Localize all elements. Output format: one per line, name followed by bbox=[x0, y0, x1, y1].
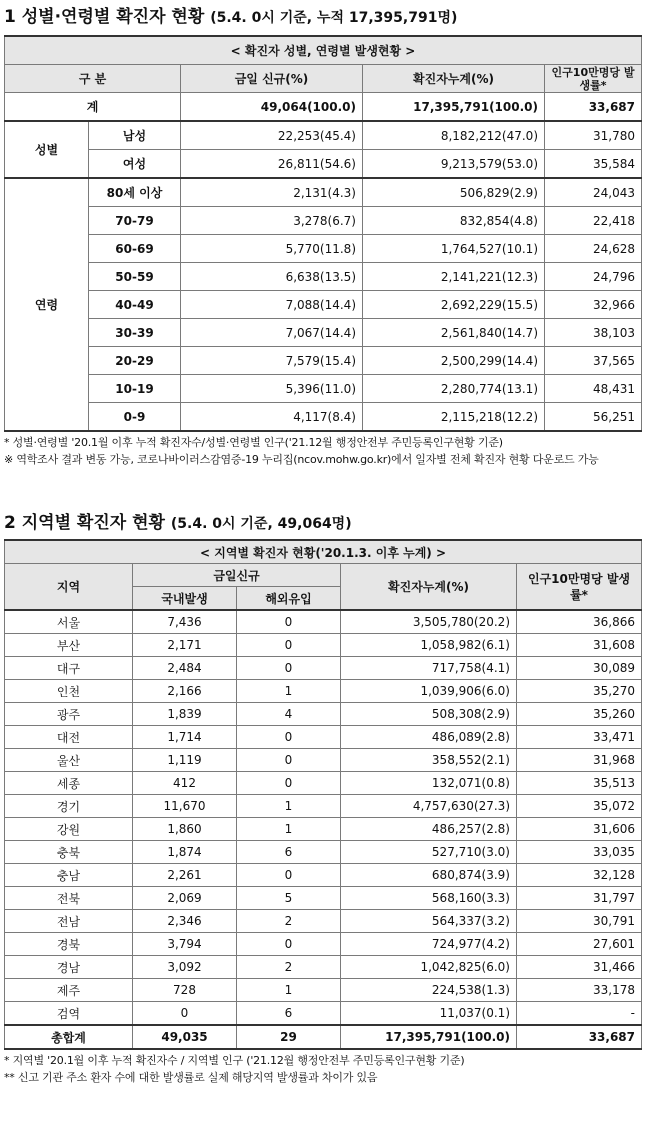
region-rate: 30,089 bbox=[517, 657, 642, 680]
row-rate: 24,796 bbox=[545, 263, 642, 291]
row-new: 26,811(54.6) bbox=[181, 150, 363, 179]
row-label: 40-49 bbox=[89, 291, 181, 319]
region-name: 검역 bbox=[5, 1002, 133, 1026]
region-name: 경북 bbox=[5, 933, 133, 956]
age-row bbox=[5, 403, 642, 432]
region-rate: - bbox=[517, 1002, 642, 1026]
region-cum: 486,257(2.8) bbox=[341, 818, 517, 841]
row-label: 60-69 bbox=[89, 235, 181, 263]
region-domestic: 412 bbox=[133, 772, 237, 795]
region-total-row bbox=[5, 1025, 642, 1049]
table-caption: < 확진자 성별, 연령별 발생현황 > bbox=[5, 36, 642, 65]
region-row bbox=[5, 933, 642, 956]
header-rate: 인구10만명당 발생률* bbox=[545, 65, 642, 93]
region-cum: 568,160(3.3) bbox=[341, 887, 517, 910]
region-rate: 33,471 bbox=[517, 726, 642, 749]
total-cum: 17,395,791(100.0) bbox=[363, 93, 545, 122]
region-overseas: 6 bbox=[237, 841, 341, 864]
region-overseas: 0 bbox=[237, 726, 341, 749]
region-domestic: 11,670 bbox=[133, 795, 237, 818]
total-rate: 33,687 bbox=[545, 93, 642, 122]
age-row bbox=[5, 319, 642, 347]
region-rate: 35,260 bbox=[517, 703, 642, 726]
region-overseas: 0 bbox=[237, 772, 341, 795]
table-caption: < 지역별 확진자 현황('20.1.3. 이후 누계) > bbox=[5, 540, 642, 564]
region-row bbox=[5, 772, 642, 795]
region-domestic: 2,069 bbox=[133, 887, 237, 910]
region-domestic: 2,261 bbox=[133, 864, 237, 887]
row-cum: 2,500,299(14.4) bbox=[363, 347, 545, 375]
region-overseas: 0 bbox=[237, 864, 341, 887]
row-rate: 56,251 bbox=[545, 403, 642, 432]
region-cum: 724,977(4.2) bbox=[341, 933, 517, 956]
total-row bbox=[5, 93, 642, 122]
row-new: 7,579(15.4) bbox=[181, 347, 363, 375]
region-row bbox=[5, 703, 642, 726]
region-overseas: 2 bbox=[237, 910, 341, 933]
region-row bbox=[5, 634, 642, 657]
header-category: 구 분 bbox=[5, 65, 181, 93]
age-row bbox=[5, 347, 642, 375]
sex-row bbox=[5, 150, 642, 179]
row-label: 50-59 bbox=[89, 263, 181, 291]
row-new: 7,067(14.4) bbox=[181, 319, 363, 347]
region-row bbox=[5, 818, 642, 841]
region-domestic: 1,860 bbox=[133, 818, 237, 841]
region-row bbox=[5, 864, 642, 887]
region-cum: 132,071(0.8) bbox=[341, 772, 517, 795]
header-new: 금일 신규(%) bbox=[181, 65, 363, 93]
region-domestic: 1,119 bbox=[133, 749, 237, 772]
region-overseas: 0 bbox=[237, 610, 341, 634]
region-rate: 31,466 bbox=[517, 956, 642, 979]
region-name: 충북 bbox=[5, 841, 133, 864]
region-cum: 527,710(3.0) bbox=[341, 841, 517, 864]
row-rate: 24,043 bbox=[545, 178, 642, 207]
section1 bbox=[0, 4, 642, 468]
region-name: 전남 bbox=[5, 910, 133, 933]
region-overseas: 0 bbox=[237, 634, 341, 657]
header-cum: 확진자누계(%) bbox=[341, 564, 517, 611]
row-rate: 22,418 bbox=[545, 207, 642, 235]
section1-subtitle: (5.4. 0시 기준, 누적 17,395,791명) bbox=[210, 10, 458, 26]
row-cum: 506,829(2.9) bbox=[363, 178, 545, 207]
region-row bbox=[5, 749, 642, 772]
row-rate: 24,628 bbox=[545, 235, 642, 263]
region-domestic: 3,092 bbox=[133, 956, 237, 979]
region-domestic: 3,794 bbox=[133, 933, 237, 956]
region-name: 서울 bbox=[5, 610, 133, 634]
row-label: 남성 bbox=[89, 121, 181, 150]
region-name: 강원 bbox=[5, 818, 133, 841]
row-label: 여성 bbox=[89, 150, 181, 179]
region-name: 대구 bbox=[5, 657, 133, 680]
table-caption-row bbox=[5, 540, 642, 564]
region-row bbox=[5, 956, 642, 979]
region-cum: 486,089(2.8) bbox=[341, 726, 517, 749]
row-new: 6,638(13.5) bbox=[181, 263, 363, 291]
region-rate: 35,513 bbox=[517, 772, 642, 795]
section2-title bbox=[0, 510, 642, 537]
region-overseas: 1 bbox=[237, 979, 341, 1002]
region-rate: 31,608 bbox=[517, 634, 642, 657]
region-domestic: 2,346 bbox=[133, 910, 237, 933]
region-overseas: 2 bbox=[237, 956, 341, 979]
row-rate: 35,584 bbox=[545, 150, 642, 179]
row-label: 80세 이상 bbox=[89, 178, 181, 207]
region-name: 울산 bbox=[5, 749, 133, 772]
header-domestic: 국내발생 bbox=[133, 587, 237, 611]
region-name: 경기 bbox=[5, 795, 133, 818]
row-label: 30-39 bbox=[89, 319, 181, 347]
age-row bbox=[5, 207, 642, 235]
region-overseas: 0 bbox=[237, 749, 341, 772]
region-name: 세종 bbox=[5, 772, 133, 795]
row-rate: 32,966 bbox=[545, 291, 642, 319]
region-rate: 33,035 bbox=[517, 841, 642, 864]
age-row bbox=[5, 178, 642, 207]
section1-title-text: 1 성별·연령별 확진자 현황 bbox=[4, 7, 205, 27]
region-domestic: 0 bbox=[133, 1002, 237, 1026]
section2-subtitle: (5.4. 0시 기준, 49,064명) bbox=[170, 516, 352, 532]
region-name: 부산 bbox=[5, 634, 133, 657]
region-row bbox=[5, 841, 642, 864]
region-row bbox=[5, 680, 642, 703]
region-total-cum: 17,395,791(100.0) bbox=[341, 1025, 517, 1049]
header-overseas: 해외유입 bbox=[237, 587, 341, 611]
region-domestic: 1,714 bbox=[133, 726, 237, 749]
region-name: 전북 bbox=[5, 887, 133, 910]
region-rate: 35,072 bbox=[517, 795, 642, 818]
region-domestic: 2,166 bbox=[133, 680, 237, 703]
row-cum: 832,854(4.8) bbox=[363, 207, 545, 235]
sex-rows bbox=[5, 121, 642, 178]
table-header-row bbox=[5, 65, 642, 93]
region-cum: 1,042,825(6.0) bbox=[341, 956, 517, 979]
sex-group-label: 성별 bbox=[5, 121, 89, 178]
header-region: 지역 bbox=[5, 564, 133, 611]
region-domestic: 7,436 bbox=[133, 610, 237, 634]
region-name: 경남 bbox=[5, 956, 133, 979]
region-domestic: 2,171 bbox=[133, 634, 237, 657]
row-cum: 2,561,840(14.7) bbox=[363, 319, 545, 347]
region-rate: 27,601 bbox=[517, 933, 642, 956]
row-rate: 37,565 bbox=[545, 347, 642, 375]
section2-title-text: 2 지역별 확진자 현황 bbox=[4, 513, 165, 533]
region-cum: 224,538(1.3) bbox=[341, 979, 517, 1002]
region-cum: 3,505,780(20.2) bbox=[341, 610, 517, 634]
row-new: 2,131(4.3) bbox=[181, 178, 363, 207]
row-label: 10-19 bbox=[89, 375, 181, 403]
row-cum: 9,213,579(53.0) bbox=[363, 150, 545, 179]
region-overseas: 6 bbox=[237, 1002, 341, 1026]
region-cum: 680,874(3.9) bbox=[341, 864, 517, 887]
region-rate: 31,797 bbox=[517, 887, 642, 910]
region-overseas: 4 bbox=[237, 703, 341, 726]
age-row bbox=[5, 263, 642, 291]
region-rate: 33,178 bbox=[517, 979, 642, 1002]
total-label: 계 bbox=[5, 93, 181, 122]
region-cum: 358,552(2.1) bbox=[341, 749, 517, 772]
region-overseas: 1 bbox=[237, 680, 341, 703]
region-row bbox=[5, 795, 642, 818]
age-row bbox=[5, 291, 642, 319]
region-total-rate: 33,687 bbox=[517, 1025, 642, 1049]
region-overseas: 1 bbox=[237, 795, 341, 818]
region-cum: 4,757,630(27.3) bbox=[341, 795, 517, 818]
region-overseas: 1 bbox=[237, 818, 341, 841]
age-rows bbox=[5, 178, 642, 431]
region-name: 제주 bbox=[5, 979, 133, 1002]
region-row bbox=[5, 726, 642, 749]
sex-age-table bbox=[4, 35, 642, 432]
row-rate: 38,103 bbox=[545, 319, 642, 347]
region-rows bbox=[5, 610, 642, 1025]
age-group-label: 연령 bbox=[5, 178, 89, 431]
table-caption-row bbox=[5, 36, 642, 65]
row-cum: 8,182,212(47.0) bbox=[363, 121, 545, 150]
row-label: 70-79 bbox=[89, 207, 181, 235]
region-row bbox=[5, 979, 642, 1002]
region-rate: 31,606 bbox=[517, 818, 642, 841]
region-rate: 30,791 bbox=[517, 910, 642, 933]
row-cum: 2,115,218(12.2) bbox=[363, 403, 545, 432]
section1-note-1: * 성별·연령별 '20.1월 이후 누적 확진자수/성별·연령별 인구('21.12월 행정안전부 주민등록인구현황 기준) bbox=[4, 436, 503, 449]
row-rate: 48,431 bbox=[545, 375, 642, 403]
region-rate: 31,968 bbox=[517, 749, 642, 772]
header-rate: 인구10만명당 발생률* bbox=[517, 564, 642, 611]
row-label: 20-29 bbox=[89, 347, 181, 375]
region-name: 인천 bbox=[5, 680, 133, 703]
section2 bbox=[0, 510, 642, 1086]
row-cum: 2,280,774(13.1) bbox=[363, 375, 545, 403]
row-new: 7,088(14.4) bbox=[181, 291, 363, 319]
region-overseas: 5 bbox=[237, 887, 341, 910]
region-cum: 11,037(0.1) bbox=[341, 1002, 517, 1026]
row-cum: 1,764,527(10.1) bbox=[363, 235, 545, 263]
sex-row bbox=[5, 121, 642, 150]
row-new: 3,278(6.7) bbox=[181, 207, 363, 235]
region-rate: 32,128 bbox=[517, 864, 642, 887]
row-rate: 31,780 bbox=[545, 121, 642, 150]
region-cum: 1,058,982(6.1) bbox=[341, 634, 517, 657]
row-label: 0-9 bbox=[89, 403, 181, 432]
region-total-overseas: 29 bbox=[237, 1025, 341, 1049]
region-rate: 36,866 bbox=[517, 610, 642, 634]
section1-title bbox=[0, 4, 642, 31]
region-cum: 1,039,906(6.0) bbox=[341, 680, 517, 703]
region-domestic: 2,484 bbox=[133, 657, 237, 680]
row-new: 22,253(45.4) bbox=[181, 121, 363, 150]
total-new: 49,064(100.0) bbox=[181, 93, 363, 122]
region-domestic: 1,874 bbox=[133, 841, 237, 864]
region-name: 충남 bbox=[5, 864, 133, 887]
row-cum: 2,692,229(15.5) bbox=[363, 291, 545, 319]
region-name: 광주 bbox=[5, 703, 133, 726]
region-domestic: 1,839 bbox=[133, 703, 237, 726]
row-new: 4,117(8.4) bbox=[181, 403, 363, 432]
region-row bbox=[5, 1002, 642, 1026]
region-row bbox=[5, 910, 642, 933]
age-row bbox=[5, 235, 642, 263]
header-cum: 확진자누계(%) bbox=[363, 65, 545, 93]
region-overseas: 0 bbox=[237, 933, 341, 956]
region-rate: 35,270 bbox=[517, 680, 642, 703]
row-new: 5,396(11.0) bbox=[181, 375, 363, 403]
section2-note-2: ** 신고 기관 주소 환자 수에 대한 발생률로 실제 해당지역 발생률과 차이가 있음 bbox=[4, 1071, 378, 1084]
row-new: 5,770(11.8) bbox=[181, 235, 363, 263]
row-cum: 2,141,221(12.3) bbox=[363, 263, 545, 291]
region-name: 대전 bbox=[5, 726, 133, 749]
region-row bbox=[5, 887, 642, 910]
region-cum: 564,337(3.2) bbox=[341, 910, 517, 933]
region-header-row-1 bbox=[5, 564, 642, 587]
region-total-domestic: 49,035 bbox=[133, 1025, 237, 1049]
region-overseas: 0 bbox=[237, 657, 341, 680]
region-cum: 717,758(4.1) bbox=[341, 657, 517, 680]
region-table bbox=[4, 539, 642, 1050]
region-domestic: 728 bbox=[133, 979, 237, 1002]
region-cum: 508,308(2.9) bbox=[341, 703, 517, 726]
region-row bbox=[5, 610, 642, 634]
section1-note-2: ※ 역학조사 결과 변동 가능, 코로나바이러스감염증-19 누리집(ncov.mohw.go.kr)에서 일자별 전체 확진자 현황 다운로드 가능 bbox=[4, 453, 599, 466]
age-row bbox=[5, 375, 642, 403]
region-total-label: 총합계 bbox=[5, 1025, 133, 1049]
region-row bbox=[5, 657, 642, 680]
section2-note-1: * 지역별 '20.1월 이후 누적 확진자수 / 지역별 인구 ('21.12월 행정안전부 주민등록인구현황 기준) bbox=[4, 1054, 465, 1067]
header-today: 금일신규 bbox=[133, 564, 341, 587]
